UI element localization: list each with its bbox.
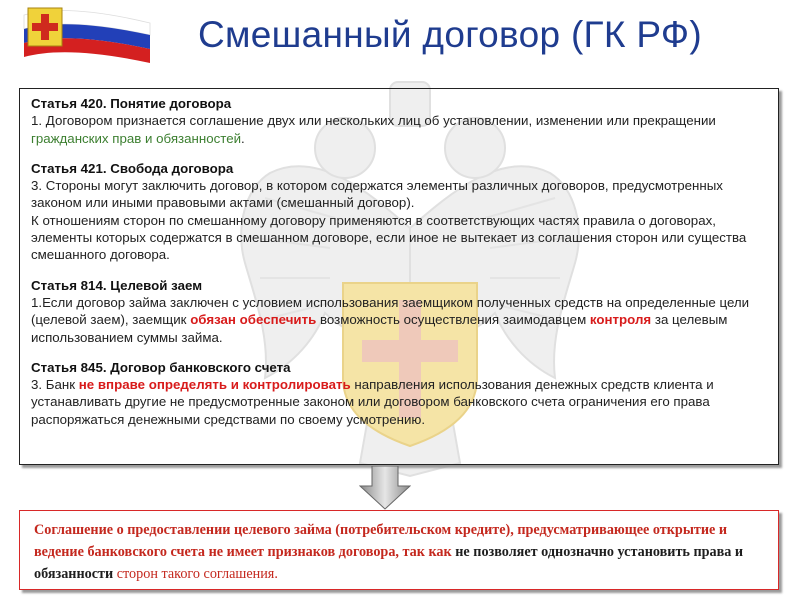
articles-panel bbox=[19, 88, 779, 465]
article-text: 3. Стороны могут заключить договор, в котором содержатся элементы различных договоров, предусмотренных законом или иными правовыми актами (смешанный договор). bbox=[31, 178, 723, 211]
down-arrow-icon bbox=[359, 466, 411, 510]
highlight-red: обязан обеспечить bbox=[190, 312, 317, 328]
russian-flag-icon bbox=[22, 5, 152, 73]
article-text: 3. Банк не вправе определять и контролировать направления использования денежных средств клиента и устанавливать другие не предусмотренные законом или договором банковского счета ограничения его права распоряжаться денежными средствами по своему усмотрению. bbox=[31, 377, 714, 427]
conclusion-emphasis: не позволяет однозначно установить права и обязанности bbox=[34, 544, 744, 582]
article-heading: Статья 421. Свобода договора bbox=[31, 160, 234, 176]
article-heading: Статья 845. Договор банковского счета bbox=[31, 359, 291, 375]
highlight-red: не вправе определять и контролировать bbox=[78, 377, 351, 393]
page-title: Смешанный договор (ГК РФ) bbox=[198, 14, 702, 55]
conclusion-panel: Соглашение о предоставлении целевого займа (потребительском кредите), предусматривающее открытие и ведение банковского счета не имеет признаков договора, так как не позволяет однозначно установить права и обязанности сторон такого соглашения. bbox=[19, 510, 779, 590]
article-heading: Статья 420. Понятие договора bbox=[31, 96, 232, 111]
article-text: 1. Договором признается соглашение двух или нескольких лиц об установлении, изменении или прекращении гражданских прав и обязанностей. bbox=[31, 113, 716, 146]
article-421 bbox=[31, 160, 768, 264]
article-814 bbox=[31, 277, 768, 346]
highlight-red: контроля bbox=[589, 312, 652, 328]
highlight-green: гражданских прав и обязанностей bbox=[31, 130, 242, 146]
article-845 bbox=[31, 359, 768, 428]
article-text: К отношениям сторон по смешанному договору применяются в соответствующих частях правила о договорах, элементы которых содержатся в смешанном договоре, если иное не вытекает из соглашения сторон или существа смешанного договора. bbox=[31, 212, 747, 263]
article-heading: Статья 814. Целевой заем bbox=[31, 277, 203, 293]
article-420 bbox=[31, 95, 768, 147]
article-text: 1.Если договор займа заключен с условием использования заемщиком полученных средств на определенные цели (целевой заем), заемщик обязан обеспечить возможность осуществления заимодавцем контроля за целевым использованием суммы займа. bbox=[31, 294, 750, 345]
